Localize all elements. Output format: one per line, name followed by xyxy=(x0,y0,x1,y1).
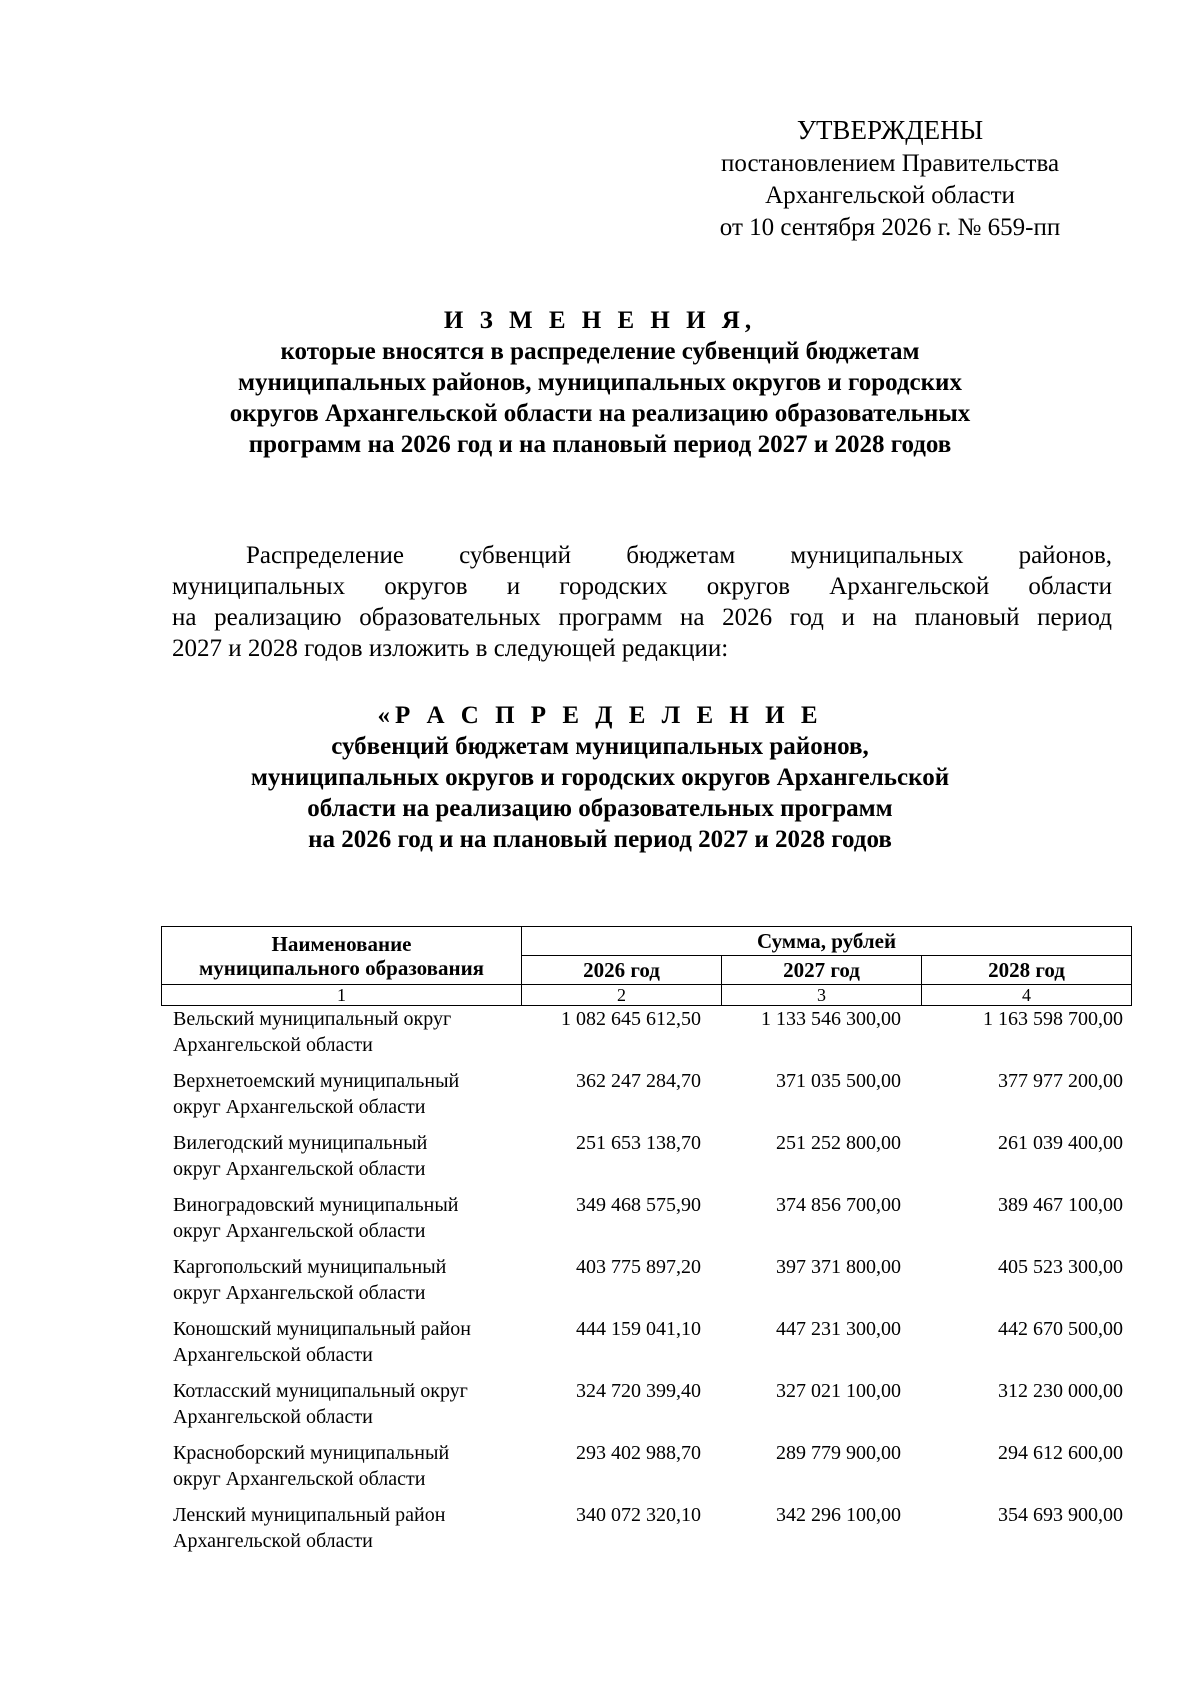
name-column-header xyxy=(162,927,522,985)
name-header-line-1: Наименование xyxy=(271,931,412,956)
amount-2026: 403 775 897,20 xyxy=(576,1256,701,1278)
intro-line-4: 2027 и 2028 годов изложить в следующей редакции: xyxy=(172,635,729,662)
amount-2027: 327 021 100,00 xyxy=(776,1380,901,1402)
name-line-1: Красноборский муниципальный xyxy=(173,1442,450,1464)
col-number-3: 3 xyxy=(722,985,922,1006)
name-line-1: Ленский муниципальный район xyxy=(173,1504,446,1526)
amount-2028: 261 039 400,00 xyxy=(998,1132,1123,1154)
approval-line-3: Архангельской области xyxy=(765,182,1015,209)
municipality-name xyxy=(161,1378,521,1440)
distribution-table xyxy=(161,926,1131,1564)
name-line-1: Верхнетоемский муниципальный xyxy=(173,1070,460,1092)
amount-2027: 374 856 700,00 xyxy=(776,1194,901,1216)
distribution-title-line-3: области на реализацию образовательных программ xyxy=(307,795,893,822)
name-line-1: Коношский муниципальный район xyxy=(173,1318,471,1340)
changes-title-line-4: программ на 2026 год и на плановый период 2027 и 2028 годов xyxy=(248,431,952,458)
intro-line-3: на реализацию образовательных программ на 2026 год и на плановый период xyxy=(172,604,1112,631)
name-header-line-2: муниципального образования xyxy=(198,955,485,980)
table-row xyxy=(161,1130,1131,1192)
col-number-2: 2 xyxy=(522,985,722,1006)
changes-title-line-2: муниципальных районов, муниципальных округов и городских xyxy=(238,369,962,396)
table-header xyxy=(161,926,1132,1006)
name-line-2: Архангельской области xyxy=(173,1406,373,1428)
approval-date: от 10 сентября 2026 г. № 659-пп xyxy=(719,214,1061,241)
name-line-1: Вельский муниципальный округ xyxy=(173,1008,452,1030)
amount-2026: 1 082 645 612,50 xyxy=(561,1008,701,1030)
amount-2027: 371 035 500,00 xyxy=(776,1070,901,1092)
name-line-1: Виноградовский муниципальный xyxy=(173,1194,459,1216)
table-row xyxy=(161,1316,1131,1378)
municipality-name xyxy=(161,1440,521,1502)
amount-2027: 397 371 800,00 xyxy=(776,1256,901,1278)
table-row xyxy=(161,1440,1131,1502)
amount-2026: 324 720 399,40 xyxy=(576,1380,701,1402)
name-line-2: округ Архангельской области xyxy=(173,1220,426,1242)
name-line-2: округ Архангельской области xyxy=(173,1096,426,1118)
col-number-4: 4 xyxy=(922,985,1132,1006)
amount-2028: 294 612 600,00 xyxy=(998,1442,1123,1464)
amount-2027: 289 779 900,00 xyxy=(776,1442,901,1464)
sum-header: Сумма, рублей xyxy=(522,927,1132,956)
changes-title-line-3: округов Архангельской области на реализацию образовательных xyxy=(229,400,971,427)
municipality-name xyxy=(161,1006,521,1068)
name-line-2: Архангельской области xyxy=(173,1034,373,1056)
distribution-title-line-2: муниципальных округов и городских округов Архангельской xyxy=(250,764,950,791)
distribution-title-line-4: на 2026 год и на плановый период 2027 и 2028 годов xyxy=(308,826,892,853)
amount-2027: 342 296 100,00 xyxy=(776,1504,901,1526)
table-row xyxy=(161,1502,1131,1564)
name-line-2: округ Архангельской области xyxy=(173,1158,426,1180)
table-row xyxy=(161,1378,1131,1440)
amount-2028: 312 230 000,00 xyxy=(998,1380,1123,1402)
changes-title xyxy=(160,305,1040,460)
year-header-2026: 2026 год xyxy=(522,956,722,985)
year-header-2028: 2028 год xyxy=(922,956,1132,985)
amount-2026: 444 159 041,10 xyxy=(576,1318,701,1340)
municipality-name xyxy=(161,1068,521,1130)
approval-heading: УТВЕРЖДЕНЫ xyxy=(796,115,984,145)
name-line-2: Архангельской области xyxy=(173,1344,373,1366)
year-header-2027: 2027 год xyxy=(722,956,922,985)
municipality-name xyxy=(161,1254,521,1316)
amount-2026: 340 072 320,10 xyxy=(576,1504,701,1526)
amount-2028: 354 693 900,00 xyxy=(998,1504,1123,1526)
table-row xyxy=(161,1006,1131,1068)
name-line-2: округ Архангельской области xyxy=(173,1282,426,1304)
table-row xyxy=(161,1254,1131,1316)
amount-2026: 349 468 575,90 xyxy=(576,1194,701,1216)
intro-paragraph xyxy=(172,540,1112,664)
municipality-name xyxy=(161,1192,521,1254)
name-line-2: округ Архангельской области xyxy=(173,1468,426,1490)
amount-2028: 1 163 598 700,00 xyxy=(983,1008,1123,1030)
distribution-title xyxy=(160,700,1040,855)
municipality-name xyxy=(161,1316,521,1378)
distribution-title-line-1: субвенций бюджетам муниципальных районов, xyxy=(331,733,869,760)
approval-stamp xyxy=(700,112,1080,244)
changes-title-line-1: которые вносятся в распределение субвенций бюджетам xyxy=(280,338,920,365)
amount-2027: 251 252 800,00 xyxy=(776,1132,901,1154)
amount-2026: 251 653 138,70 xyxy=(576,1132,701,1154)
municipality-name xyxy=(161,1130,521,1192)
name-line-1: Каргопольский муниципальный xyxy=(173,1256,447,1278)
distribution-heading: «Р А С П Р Е Д Е Л Е Н И Е xyxy=(377,702,823,729)
table-row xyxy=(161,1068,1131,1130)
amount-2026: 293 402 988,70 xyxy=(576,1442,701,1464)
intro-line-1: Распределение субвенций бюджетам муниципальных районов, xyxy=(246,542,1112,569)
changes-heading: И З М Е Н Е Н И Я, xyxy=(443,307,757,334)
amount-2026: 362 247 284,70 xyxy=(576,1070,701,1092)
amount-2028: 405 523 300,00 xyxy=(998,1256,1123,1278)
table-row xyxy=(161,1192,1131,1254)
name-line-2: Архангельской области xyxy=(173,1530,373,1552)
amount-2028: 389 467 100,00 xyxy=(998,1194,1123,1216)
name-line-1: Котласский муниципальный округ xyxy=(173,1380,468,1402)
approval-line-2: постановлением Правительства xyxy=(720,150,1060,177)
amount-2028: 377 977 200,00 xyxy=(998,1070,1123,1092)
municipality-name xyxy=(161,1502,521,1564)
amount-2028: 442 670 500,00 xyxy=(998,1318,1123,1340)
amount-2027: 447 231 300,00 xyxy=(776,1318,901,1340)
table-body xyxy=(161,1006,1131,1564)
intro-line-2: муниципальных округов и городских округов Архангельской области xyxy=(172,573,1112,600)
amount-2027: 1 133 546 300,00 xyxy=(761,1008,901,1030)
name-line-1: Вилегодский муниципальный xyxy=(173,1132,428,1154)
col-number-1: 1 xyxy=(162,985,522,1006)
